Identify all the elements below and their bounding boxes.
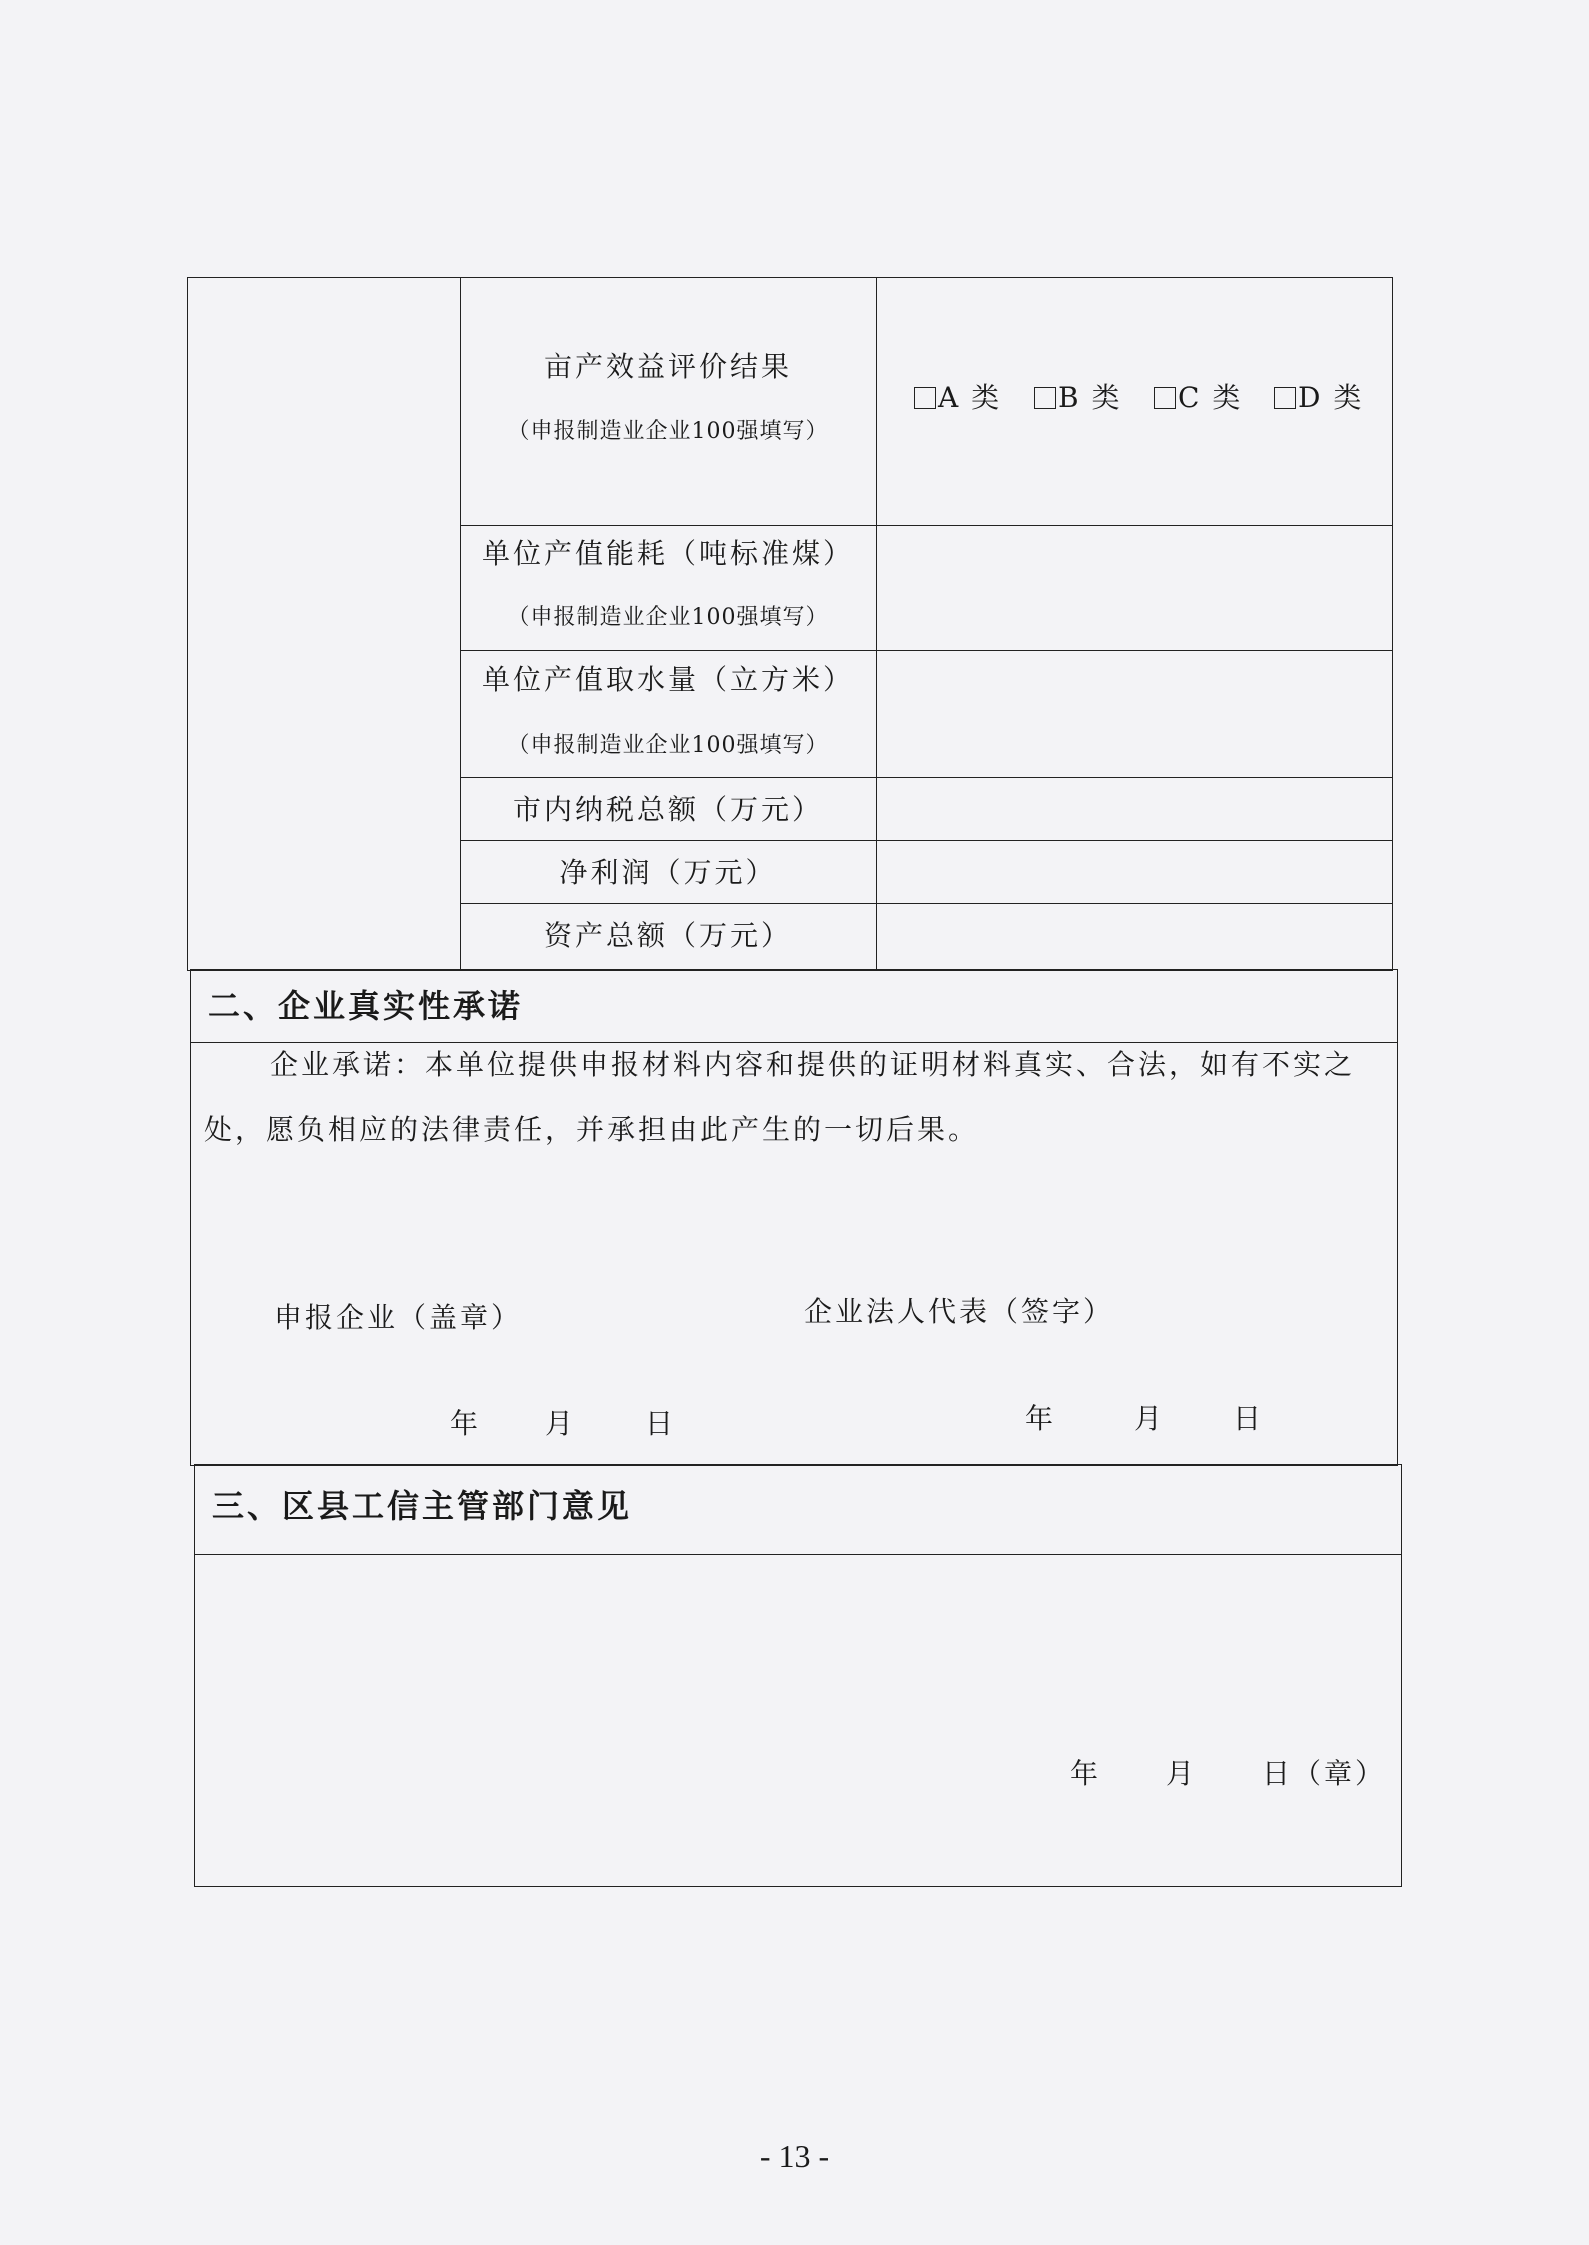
company-stamp-label: 申报企业（盖章） — [274, 1301, 523, 1334]
row-note-mu-yield: （申报制造业企业100强填写） — [507, 419, 829, 444]
checkbox-d[interactable] — [1274, 387, 1296, 409]
date-year: 年 — [1025, 1402, 1057, 1435]
section-divider — [194, 1554, 1402, 1555]
date-month: 月 — [545, 1407, 577, 1440]
option-c[interactable]: C 类 — [1154, 376, 1242, 416]
table-divider — [460, 840, 1393, 841]
row-label-tax: 市内纳税总额（万元） — [512, 793, 823, 826]
date-day-seal: 日（章） — [1262, 1757, 1387, 1790]
date-month: 月 — [1134, 1402, 1166, 1435]
table-divider — [876, 277, 877, 971]
legal-rep-sign-label: 企业法人代表（签字） — [804, 1295, 1115, 1328]
row-note-energy: （申报制造业企业100强填写） — [507, 605, 829, 630]
row-label-total-assets: 资产总额（万元） — [543, 919, 792, 952]
date-month: 月 — [1166, 1757, 1198, 1790]
department-opinion-section — [194, 1464, 1402, 1887]
table-divider — [460, 777, 1393, 778]
commitment-line-2: 处，愿负相应的法律责任，并承担由此产生的一切后果。 — [204, 1113, 980, 1146]
row-note-water: （申报制造业企业100强填写） — [507, 733, 829, 758]
table-divider — [460, 650, 1393, 651]
row-label-energy: 单位产值能耗（吨标准煤） — [481, 537, 854, 570]
table-divider — [460, 903, 1393, 904]
page-number: - 13 - — [759, 2138, 830, 2174]
commitment-line-1: 企业承诺：本单位提供申报材料内容和提供的证明材料真实、合法，如有不实之 — [270, 1048, 1356, 1081]
row-label-net-profit: 净利润（万元） — [559, 856, 777, 889]
row-label-water: 单位产值取水量（立方米） — [481, 663, 854, 696]
date-year: 年 — [1070, 1757, 1102, 1790]
date-year: 年 — [450, 1407, 482, 1440]
checkbox-c[interactable] — [1154, 387, 1176, 409]
date-day: 日 — [1233, 1402, 1265, 1435]
checkbox-a[interactable] — [914, 387, 936, 409]
table-divider — [460, 525, 1393, 526]
section2-heading: 二、企业真实性承诺 — [208, 987, 524, 1025]
option-a[interactable]: A 类 — [914, 376, 1001, 416]
option-b[interactable]: B 类 — [1034, 376, 1121, 416]
section3-heading: 三、区县工信主管部门意见 — [212, 1487, 633, 1525]
date-day: 日 — [645, 1407, 677, 1440]
checkbox-b[interactable] — [1034, 387, 1056, 409]
option-d[interactable]: D 类 — [1274, 376, 1363, 416]
row-label-mu-yield: 亩产效益评价结果 — [543, 350, 792, 383]
